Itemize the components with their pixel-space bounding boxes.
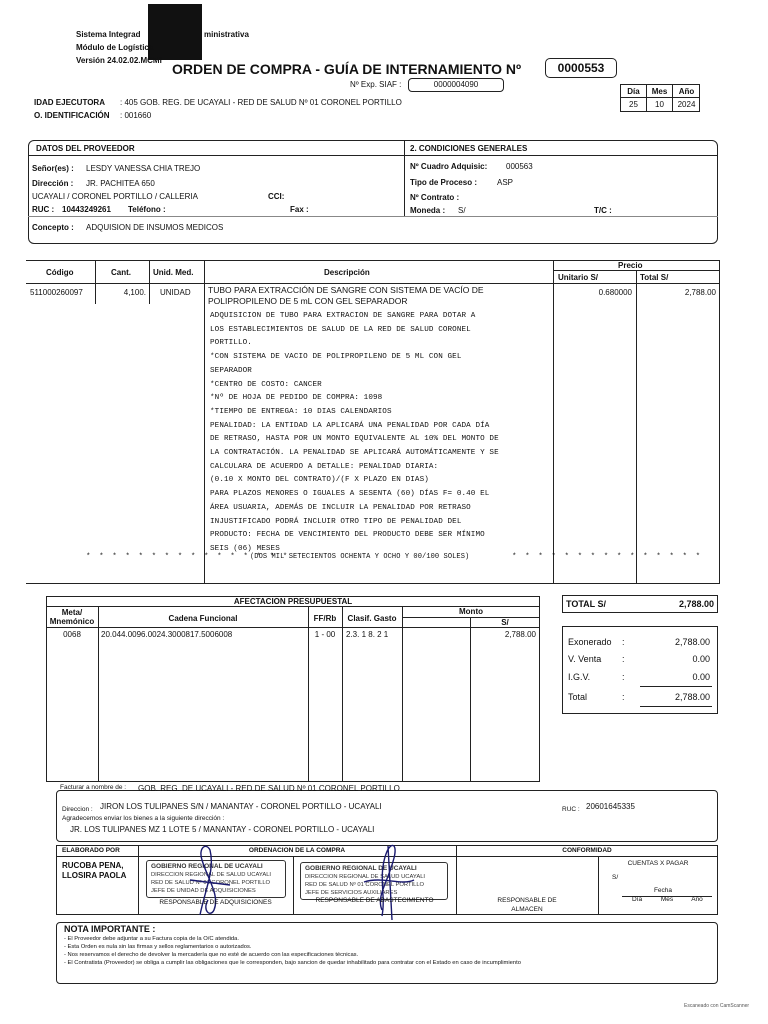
proceso-label: Tipo de Proceso :: [410, 178, 477, 187]
date-day: 25: [621, 98, 647, 112]
desc-line: LOS ESTABLECIMIENTOS DE SALUD DE LA RED DE SALUD CORONEL: [210, 325, 471, 334]
budget-ffrb: 1 - 00: [314, 630, 336, 639]
note-line: - El Contratista (Proveedor) se obliga a cumplir las obligaciones que le corresponden, bajo sancion de quedar inhabilitado para contratar con el Estado en caso de incumplimiento: [64, 960, 521, 966]
resp-adquisiciones-label: RESPONSABLE DE ADQUISICIONES: [159, 899, 272, 906]
desc-line: *CENTRO DE COSTO: CANCER: [210, 380, 322, 389]
ruc-label: RUC :: [32, 205, 55, 214]
contrato-label: Nº Contrato :: [410, 193, 460, 202]
divider: [640, 706, 712, 707]
facturar-value: GOB. REG. DE UCAYALI - RED DE SALUD Nº 01 CORONEL PORTILLO: [138, 784, 400, 793]
elaborado-name-2: LLOSIRA PAOLA: [62, 871, 127, 880]
divider: [553, 270, 720, 271]
colon: :: [622, 654, 625, 664]
divider: [636, 270, 637, 584]
elaborado-name-1: RUCOBA PENA,: [62, 861, 124, 870]
item-title-1: TUBO PARA EXTRACCIÓN DE SANGRE CON SISTEMA DE VACÍO DE: [208, 285, 484, 295]
divider: [149, 260, 150, 304]
asterisk-fill-right: * * * * * * * * * * * * * * *: [512, 553, 703, 561]
order-number: 0000553: [545, 58, 617, 78]
moneda-label: Moneda :: [410, 206, 446, 215]
cuadro-value: 000563: [506, 162, 533, 171]
date-head-day: Día: [621, 85, 647, 98]
scanner-watermark: Escaneado con CamScanner: [684, 1003, 750, 1009]
col-desc-header: Descripción: [324, 268, 370, 277]
signature-adquisiciones: [180, 840, 240, 920]
system-name-end: ministrativa: [204, 30, 249, 39]
item-total: 2,788.00: [684, 288, 716, 297]
fecha-dia: Día: [631, 896, 643, 903]
fecha-ano: Año: [691, 896, 703, 903]
ruc-billing-value: 20601645335: [586, 802, 635, 811]
fecha-mes: Mes: [660, 896, 674, 903]
system-name: Sistema Integrad: [76, 30, 141, 39]
resp-almacen-label-2: ALMACEN: [511, 906, 543, 913]
ciudad-value: UCAYALI / CORONEL PORTILLO / CALLERIA: [32, 192, 198, 201]
desc-line: PENALIDAD: LA ENTIDAD LA APLICARÁ UNA PENALIDAD POR CADA DÍA: [210, 421, 490, 430]
notes-list: [64, 935, 521, 967]
budget-clasif: 2.3. 1 8. 2 1: [346, 630, 389, 639]
budget-cadena: 20.044.0096.0024.3000817.5006008: [101, 630, 233, 639]
divider: [95, 260, 96, 304]
desc-line: PRODUCTO: FECHA DE VENCIMIENTO DEL PRODUCTO DEBE SER MÍNIMO: [210, 531, 485, 540]
facturar-label: Facturar a nombre de :: [60, 784, 127, 791]
direccion-billing-label: Direccion :: [62, 806, 93, 813]
unidad-label: IDAD EJECUTORA: [34, 98, 105, 107]
concepto-label: Concepto :: [32, 223, 74, 232]
item-unit-price: 0.680000: [598, 288, 632, 297]
desc-line: *TIEMPO DE ENTREGA: 10 DIAS CALENDARIOS: [210, 407, 392, 416]
divider: [204, 260, 205, 584]
fax-label: Fax :: [290, 205, 309, 214]
senor-label: Señor(es) :: [32, 164, 74, 173]
asterisk-fill-left: * * * * * * * * * * * * * * * *: [86, 553, 290, 561]
elaborado-label: ELABORADO POR: [62, 847, 120, 854]
direccion-value: JR. PACHITEA 650: [86, 179, 155, 188]
desc-line: LA CONTRATACIÓN. LA PENALIDAD SE APLICARÁ AUTOMÁTICAMENTE Y SE: [210, 449, 499, 458]
tc-label: T/C :: [594, 206, 612, 215]
date-year: 2024: [677, 100, 696, 109]
final-total-value: 2,788.00: [674, 692, 710, 702]
igv-value: 0.00: [692, 672, 710, 682]
col-soles-header: S/: [501, 618, 509, 627]
item-title-2: POLIPROPILENO DE 5 mL CON GEL SEPARADOR: [208, 296, 408, 306]
date-head-month: Mes: [647, 85, 673, 98]
divider: [640, 686, 712, 687]
date-head-year: Año: [673, 85, 700, 98]
desc-line: (0.10 X MONTO DEL CONTRATO)/(F X PLAZO EN DIAS): [210, 476, 429, 485]
desc-line: PARA PLAZOS MENORES O IGUALES A SESENTA (60) DÍAS F= 0.40 EL: [210, 490, 490, 499]
resp-abastecimiento-label: RESPONSABLE DE ABASTECIMIENTO: [315, 897, 434, 904]
amount-in-words: (DOS MIL SETECIENTOS OCHENTA Y OCHO Y 00/100 SOLES): [250, 553, 470, 561]
binder-clip: [148, 4, 202, 60]
desc-line: PORTILLO.: [210, 339, 252, 348]
divider: [28, 155, 718, 156]
colon: :: [622, 637, 625, 647]
divider: [470, 617, 471, 782]
final-total-label: Total: [568, 692, 588, 702]
date-box: [620, 84, 700, 112]
col-codigo-header: Código: [46, 268, 74, 277]
ident-value: : 001660: [120, 111, 152, 120]
exonerado-value: 2,788.00: [674, 637, 710, 647]
col-precio-header: Precio: [618, 261, 643, 270]
total-label: TOTAL S/: [566, 599, 607, 609]
col-meta-header: Meta/: [61, 608, 83, 617]
fecha-label: Fecha: [653, 887, 673, 894]
notes-title: NOTA IMPORTANTE :: [64, 924, 156, 934]
proceso-value: ASP: [497, 178, 514, 187]
exonerado-label: Exonerado: [568, 637, 612, 647]
desc-line: ADQUISICION DE TUBO PARA EXTRACION DE SANGRE PARA DOTAR A: [210, 312, 476, 320]
col-ffrb-header: FF/Rb: [313, 614, 337, 623]
col-total-header: Total S/: [640, 273, 669, 282]
desc-line: DE RETRASO, HASTA POR UN MONTO EQUIVALENTE AL 10% DEL MONTO DE: [210, 435, 499, 444]
divider: [342, 606, 343, 782]
colon: :: [622, 692, 625, 702]
note-line: - Nos reservamos el derecho de devolver la mercadería que no esté de acuerdo con las especificaciones técnicas.: [64, 952, 359, 958]
desc-line: *CON SISTEMA DE VACIO DE POLIPROPILENO DE 5 ML CON GEL: [210, 353, 462, 362]
divider: [404, 140, 405, 216]
colon: :: [622, 672, 625, 682]
supplier-section-title: DATOS DEL PROVEEDOR: [36, 144, 135, 153]
col-monto-header: Monto: [459, 607, 483, 616]
stamp-line: DIRECCION REGIONAL DE SALUD UCAYALI: [151, 872, 272, 878]
stamp-line: GOBIERNO REGIONAL DE UCAYALI: [151, 863, 263, 870]
date-month: 10: [647, 98, 673, 112]
item-cant: 4,100.: [123, 288, 146, 297]
senor-value: LESDY VANESSA CHIA TREJO: [86, 164, 201, 173]
col-cant-header: Cant.: [111, 268, 131, 277]
ident-label: O. IDENTIFICACIÓN: [34, 111, 110, 120]
desc-line: SEPARADOR: [210, 366, 252, 375]
cuadro-label: Nº Cuadro Adquisic:: [410, 162, 488, 171]
version-label: Versión 24.02.02.MCMI: [76, 56, 162, 65]
stamp-line: JEFE DE SERVICIOS AUXILIARES: [305, 890, 398, 896]
cci-label: CCI:: [268, 192, 285, 201]
igv-label: I.G.V.: [568, 672, 591, 682]
divider: [456, 845, 457, 915]
col-cadena-header: Cadena Funcional: [168, 614, 238, 623]
telefono-label: Teléfono :: [128, 205, 166, 214]
item-codigo: 511000260097: [30, 288, 83, 297]
desc-line: CALCULARA DE ACUERDO A DETALLE: PENALIDAD DIARIA:: [210, 462, 439, 471]
stamp-line: RED DE SALUD Nº 01 CORONEL PORTILLO: [305, 882, 425, 888]
budget-meta: 0068: [63, 630, 81, 639]
divider: [293, 856, 294, 915]
cuentas-label: CUENTAS X PAGAR: [627, 860, 689, 867]
item-unid: UNIDAD: [160, 288, 191, 297]
desc-line: ÁREA USUARIA, ADEMÁS DE INCLUIR LA PENALIDAD POR RETRASO: [210, 503, 471, 512]
divider: [28, 216, 718, 217]
budget-title: AFECTACION PRESUPUESTAL: [233, 597, 353, 606]
budget-monto: 2,788.00: [504, 630, 536, 639]
document-title: ORDEN DE COMPRA - GUÍA DE INTERNAMIENTO Nº: [172, 61, 522, 77]
conditions-section-title: 2. CONDICIONES GENERALES: [410, 144, 528, 153]
direccion-billing-value: JIRON LOS TULIPANES S/N / MANANTAY - CORONEL PORTILLO - UCAYALI: [100, 802, 382, 811]
envio-label: Agradecemos enviar los bienes a la siguiente dirección :: [62, 815, 225, 822]
stamp-line: DIRECCION REGIONAL DE SALUD UCAYALI: [305, 874, 426, 880]
stamp-line: JEFE DE UNIDAD DE ADQUISICIONES: [151, 888, 256, 894]
desc-line: SEIS (06) MESES: [210, 544, 280, 553]
stamp-line: GOBIERNO REGIONAL DE UCAYALI: [305, 865, 417, 872]
desc-line: *Nº DE HOJA DE PEDIDO DE COMPRA: 1098: [210, 394, 383, 403]
ordenacion-label: ORDENACION DE LA COMPRA: [248, 847, 346, 854]
divider: [46, 627, 540, 628]
siaf-number: 0000004090: [408, 78, 504, 92]
ruc-billing-label: RUC :: [562, 806, 580, 813]
envio-value: JR. LOS TULIPANES MZ 1 LOTE 5 / MANANTAY - CORONEL PORTILLO - UCAYALI: [70, 825, 375, 834]
budget-table: [46, 596, 540, 782]
concepto-value: ADQUISION DE INSUMOS MEDICOS: [86, 223, 224, 232]
resp-almacen-label-1: RESPONSABLE DE: [497, 897, 557, 904]
module-name: Módulo de Logística: [76, 43, 154, 52]
stamp-line: RED DE SALUD Nº 01 CORONEL PORTILLO: [151, 880, 271, 886]
ruc-value: 10443249261: [62, 205, 111, 214]
siaf-label: Nº Exp. SIAF :: [350, 80, 402, 89]
moneda-value: S/: [458, 206, 466, 215]
col-mnemonico-header: Mnemónico: [49, 617, 95, 626]
divider: [402, 606, 403, 782]
note-line: - Esta Orden es nula sin las firmas y sellos reglamentarios o autorizados.: [64, 944, 252, 950]
col-clasif-header: Clasif. Gasto: [347, 614, 397, 623]
conformidad-label: CONFORMIDAD: [562, 847, 612, 854]
cuentas-soles: S/: [612, 874, 619, 881]
col-unid-header: Unid. Med.: [153, 268, 194, 277]
venta-label: V. Venta: [568, 654, 602, 664]
col-unitario-header: Unitario S/: [558, 273, 599, 282]
total-value: 2,788.00: [678, 599, 714, 609]
divider: [553, 260, 554, 584]
divider: [26, 283, 720, 284]
note-line: - El Proveedor debe adjuntar a su Factura copia de la O/C atendida.: [64, 936, 239, 942]
unidad-value: : 405 GOB. REG. DE UCAYALI - RED DE SALUD Nº 01 CORONEL PORTILLO: [120, 98, 402, 107]
direccion-label: Dirección :: [32, 179, 74, 188]
item-description: [210, 310, 499, 557]
desc-line: INJUSTIFICADO PODRÁ INCLUIR OTRO TIPO DE PENALIDAD DEL: [210, 517, 462, 526]
venta-value: 0.00: [692, 654, 710, 664]
signature-abastecimiento: [352, 836, 422, 922]
divider: [98, 606, 99, 782]
